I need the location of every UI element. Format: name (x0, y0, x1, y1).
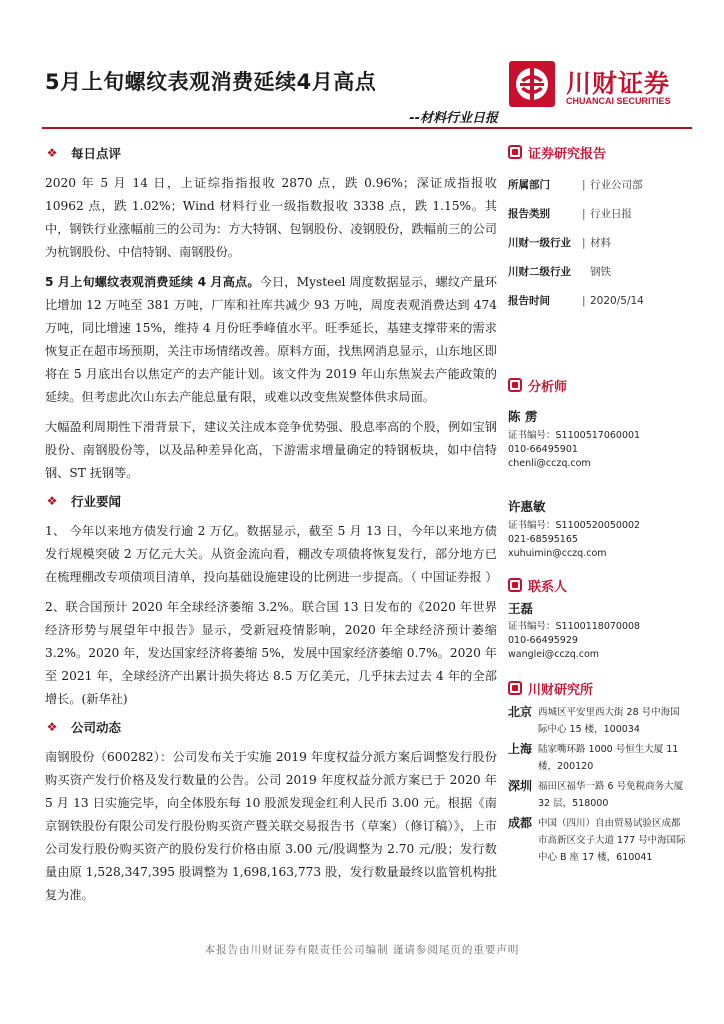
report-header (0, 0, 724, 140)
info-separator: | (582, 178, 586, 191)
main-content (45, 142, 497, 907)
contact-cert: 证书编号：S1100118070008 (508, 621, 641, 632)
company-paragraph-1: 南钢股份（600282）：公司发布关于实施 2019 年度权益分派方案后调整发行股份购买资产发行价格及发行数量的公告。公司 2019 年度权益分派方案已于 2020 年 5 月 13 日实施完毕，向全体股东每 10 股派发现金红利人民币 3.00 元。根据《南京钢铁股份有限公司发行股份购买资产暨关联交易报告书（草案）（修订稿）》，上市公司发行股份购买资产的股份发行价格由原 3.00 元/股调整为 2.70 元/股；发行数量由原 1,528,347,395 股调整为 1,698,163,773 股，发行数量最终以监管机构批复为准。 (45, 750, 497, 902)
page-footer: 本报告由川财证券有限责任公司编制 谨请参阅尾页的重要声明 (204, 944, 520, 956)
logo-english-name: CHUANCAI SECURITIES (566, 96, 671, 106)
diamond-bullet-icon: ❖ (46, 720, 58, 734)
office-item (508, 704, 698, 738)
daily-paragraph-2-body: 今日，Mysteel 周度数据显示，螺纹产量环比增加 12 万吨至 381 万吨，厂库和社库共减少 93 万吨，周度表观消费达到 474 万吨，同比增速 15%，维持 4 月份旺季峰值水平。旺季延长，基建支撑带来的需求恢复正在超市场预期，关注市场情绪改善。原料方面，找焦网消息显示，山东地区即将在 5 月底出台以焦定产的去产能计划。该文件为 2019 年山东焦炭去产能政策的延续。但考虑此次山东去产能总量有限，或难以改变焦炭整体供求局面。 (45, 275, 497, 404)
office-address: 福田区福华一路 6 号免税商务大厦 32 层，518000 (538, 781, 684, 809)
office-item (508, 741, 698, 775)
news-paragraph-2: 2、联合国预计 2020 年全球经济萎缩 3.2%。联合国 13 日发布的《2020 年世界经济形势与展望年中报告》显示，受新冠疫情影响，2020 年全球经济预计萎缩 3.2%。2020 年，发达国家经济将萎缩 5%，发展中国家经济萎缩 0.7%。2020 年至 2021 年，全球经济产出累计损失将达 8.5 万亿美元，几乎抹去过去 4 年的全部增长。(新华社) (45, 600, 497, 706)
daily-paragraph-2 (45, 271, 497, 409)
info-value: 材料 (590, 237, 611, 249)
analyst-phone: 010-66495901 (508, 444, 578, 455)
info-key: 所属部门 (508, 179, 550, 191)
info-key: 川财二级行业 (508, 266, 571, 278)
office-address: 西城区平安里西大街 28 号中海国际中心 15 楼，100034 (538, 707, 680, 735)
info-value: 钢铁 (590, 266, 611, 278)
contact-name: 王磊 (508, 601, 534, 616)
office-item (508, 778, 698, 812)
info-row (508, 257, 698, 286)
analyst-cert: 证书编号：S1100517060001 (508, 430, 641, 441)
news-paragraph-1: 1、 今年以来地方债发行逾 2 万亿。数据显示，截至 5 月 13 日，今年以来地方债发行规模突破 2 万亿元大关。从资金流向看，棚改专项债将恢复发行，部分地方已在梳理棚改专项债项目清单，投向基础设施建设的比例进一步提高。（ 中国证券报 ） (45, 524, 498, 584)
office-item (508, 815, 698, 866)
diamond-bullet-icon: ❖ (46, 146, 58, 160)
report-subtitle: --材料行业日报 (409, 111, 498, 126)
daily-paragraph-3: 大幅盈利周期性下滑背景下，建议关注成本竞争优势强、股息率高的个股，例如宝钢股份、南钢股份等，以及品种差异化高，下游需求增量确定的特钢板块，如中信特钢、ST 抚钢等。 (45, 420, 497, 480)
info-key: 报告时间 (508, 295, 550, 307)
office-city: 北京 (508, 705, 533, 719)
red-square-icon (508, 681, 522, 695)
sidebar-heading-text: 分析师 (528, 379, 568, 395)
company-logo (508, 60, 693, 110)
section-title: 行业要闻 (71, 494, 122, 509)
sidebar-report-heading (508, 142, 698, 162)
office-city: 深圳 (508, 779, 533, 793)
info-value: 行业公司部 (590, 179, 643, 191)
office-address: 中国（四川）自由贸易试验区成都市高新区交子大道 177 号中海国际中心 B 座 17 楼，610041 (538, 818, 686, 863)
red-square-icon (508, 145, 522, 159)
diamond-bullet-icon: ❖ (46, 494, 58, 508)
info-row (508, 170, 698, 199)
analyst-phone: 021-68595165 (508, 534, 578, 545)
red-square-icon (508, 578, 522, 592)
daily-paragraph-2-lead: 5 月上旬螺纹表观消费延续 4 月高点。 (45, 275, 260, 289)
analyst-card (508, 497, 698, 561)
header-divider (42, 127, 692, 129)
sidebar-analyst-heading (508, 375, 698, 395)
daily-paragraph-1: 2020 年 5 月 14 日，上证综指指报收 2870 点，跌 0.96%；深证成指报收 10962 点，跌 1.02%；Wind 材料行业一级指数报收 3338 点，跌 1.15%。其中，钢铁行业涨幅前三的公司为：方大特钢、包钢股份、凌钢股份，跌幅前三的公司为杭钢股份、中信特钢、南钢股份。 (45, 176, 497, 259)
info-separator: | (582, 207, 586, 220)
analyst-name: 陈 雳 (508, 409, 538, 424)
section-title: 公司动态 (71, 720, 122, 735)
office-list (508, 704, 698, 866)
analyst-email[interactable]: chenli@cczq.com (508, 458, 591, 469)
info-separator: | (582, 294, 586, 307)
sidebar (508, 142, 698, 869)
office-city: 上海 (508, 742, 533, 756)
office-address: 陆家嘴环路 1000 号恒生大厦 11 楼，200120 (538, 744, 679, 772)
analyst-cert: 证书编号：S1100520050002 (508, 520, 641, 531)
info-separator: | (582, 236, 586, 249)
red-square-icon (508, 378, 522, 392)
analyst-card (508, 407, 698, 471)
analyst-name: 许惠敏 (508, 499, 546, 514)
sidebar-contact-heading (508, 575, 698, 595)
info-value: 2020/5/14 (590, 294, 644, 307)
contact-email[interactable]: wanglei@cczq.com (508, 649, 600, 660)
page-title: 5月上旬螺纹表观消费延续4月高点 (45, 70, 377, 94)
section-news-heading (45, 490, 497, 512)
chuancai-logo-icon (508, 60, 556, 108)
info-value: 行业日报 (590, 208, 632, 220)
sidebar-office-heading (508, 678, 698, 698)
office-city: 成都 (508, 816, 533, 830)
sidebar-heading-text: 联系人 (528, 579, 568, 595)
info-row (508, 286, 698, 315)
info-row (508, 228, 698, 257)
info-row (508, 199, 698, 228)
sidebar-heading-text: 川财研究所 (528, 682, 594, 698)
contact-phone: 010-66495929 (508, 635, 578, 646)
report-info-table (508, 170, 698, 315)
section-company-heading (45, 716, 497, 738)
contact-card (508, 599, 698, 662)
sidebar-heading-text: 证券研究报告 (528, 146, 607, 162)
logo-chinese-name: 川财证券 (566, 69, 671, 98)
info-key: 川财一级行业 (508, 237, 571, 249)
section-daily-heading (45, 142, 497, 164)
section-title: 每日点评 (71, 146, 122, 161)
analyst-email[interactable]: xuhuimin@cczq.com (508, 548, 607, 559)
info-key: 报告类别 (508, 208, 550, 220)
